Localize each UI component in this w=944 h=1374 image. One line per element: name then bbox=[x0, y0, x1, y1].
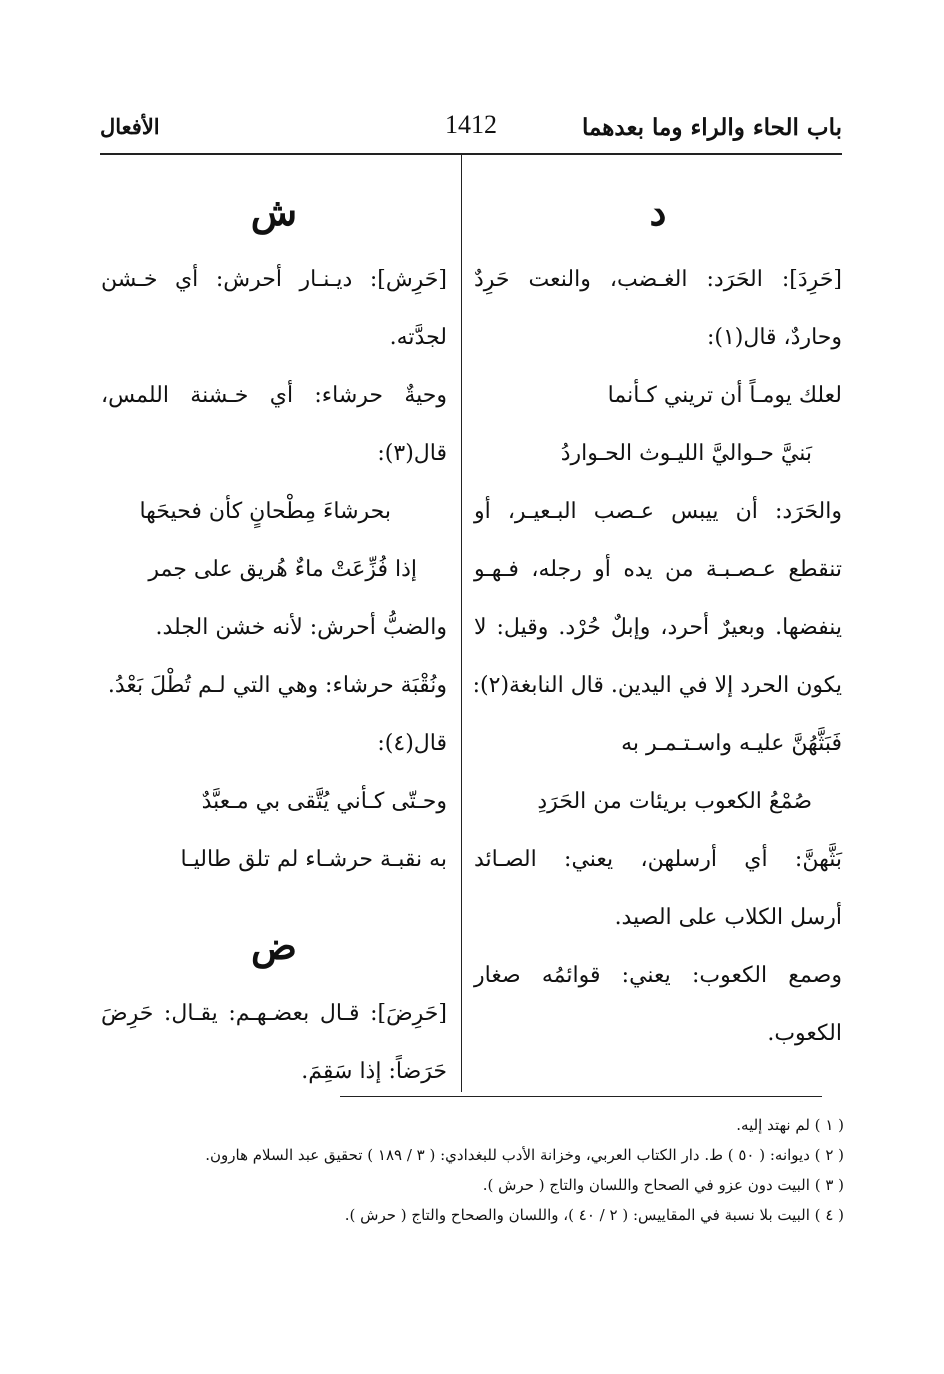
entry-line: وحاردٌ، قال(١): bbox=[706, 325, 842, 350]
entry-line: [حَرِش]: ديـنـار أحرش: أي خـشن bbox=[101, 267, 447, 292]
footnote-rule bbox=[340, 1096, 822, 1097]
entry-line: ونُقْبَة حرشاء: وهي التي لـم تُطْلَ بَعْدُ. bbox=[107, 673, 447, 698]
entry-line: ينفضها. وبعيرٌ أحرد، وإبلٌ حُرْد. وقيل: لا bbox=[474, 615, 842, 640]
entry-line: وصمع الكعوب: يعني: قوائمُه صغار bbox=[474, 963, 842, 988]
entry-line: والحَرَد: أن ييبس عـصب البـعيـر، أو bbox=[474, 499, 842, 524]
entry-line: لجدَّته. bbox=[389, 325, 447, 350]
entry-line: الكعوب. bbox=[767, 1021, 842, 1046]
entry-line: أرسل الكلاب على الصيد. bbox=[614, 905, 842, 930]
entry-line: وحيةٌ حرشاء: أي خـشنة اللمس، bbox=[101, 383, 447, 408]
verse-line: وحـتّى كـأني يُتَّقى بي مـعبَّدٌ bbox=[201, 789, 447, 814]
footnotes bbox=[102, 1110, 844, 1230]
entry-line: حَرَضاً: إذا سَقِمَ. bbox=[301, 1059, 447, 1084]
entry-line: قال(٤): bbox=[377, 731, 447, 756]
entry-line: بَثَّهنَّ: أي أرسلهن، يعني: الصـائد bbox=[474, 847, 842, 872]
verse-line: صُمْعُ الكعوب بريئات من الحَرَدِ bbox=[537, 789, 812, 814]
right-column bbox=[474, 155, 842, 1063]
verse-line: فَبَثَّهُنَّ عليـه واسـتـمـر به bbox=[621, 731, 842, 756]
verse-line: إذا فُزِّعَتْ ماءٌ هُريق على جمر bbox=[148, 557, 417, 582]
column-divider bbox=[461, 155, 462, 1092]
running-header bbox=[100, 110, 842, 154]
verse-line: بَنيَّ حـواليَّ الليـوث الحـواردُ bbox=[560, 441, 812, 466]
entry-line: [حَرِضَ]: قـال بعضـهـم: يقـال: حَرِضَ bbox=[101, 1001, 447, 1026]
verse-line: لعلك يومـاً أن تريني كـأنما bbox=[607, 383, 842, 408]
header-chapter-title: باب الحاء والراء وما بعدهما bbox=[582, 114, 842, 141]
verse-line: بحرشاءَ مِطْحانٍ كأن فحيحَها bbox=[139, 499, 391, 524]
entry-line: يكون الحرد إلا في اليدين. قال النابغة(٢): bbox=[472, 673, 842, 698]
section-heading-shin: ش bbox=[250, 189, 298, 234]
entry-line: تنقطع عـصـبـة من يده أو رجله، فـهـو bbox=[474, 557, 842, 582]
section-heading-dad: ض bbox=[251, 923, 297, 968]
entry-line: [حَرِدَ]: الحَرَد: الغـضب، والنعت حَرِدٌ bbox=[474, 267, 842, 292]
header-section-title: الأفعال bbox=[100, 114, 160, 139]
verse-line: به نقبـة حرشـاء لم تلق طاليـا bbox=[180, 847, 447, 872]
footnote: ( ٣ ) البيت دون عزو في الصحاح واللسان والتاج ( حرش ). bbox=[482, 1176, 844, 1194]
page-number: 1412 bbox=[445, 110, 497, 139]
footnote: ( ٤ ) البيت بلا نسبة في المقاييس: ( ٢ / ٤٠ )، واللسان والصحاح والتاج ( حرش ). bbox=[344, 1206, 844, 1224]
left-column bbox=[101, 155, 447, 1101]
footnote: ( ٢ ) ديوانه: ( ٥٠ ) ط. دار الكتاب العربي، وخزانة الأدب للبغدادي: ( ٣ / ١٨٩ ) تحقيق عبد السلام هارون. bbox=[205, 1146, 844, 1164]
section-heading-dal: د bbox=[649, 189, 667, 234]
footnote: ( ١ ) لم نهتد إليه. bbox=[736, 1116, 844, 1134]
entry-line: قال(٣): bbox=[377, 441, 447, 466]
entry-line: والضبُّ أحرش: لأنه خشن الجلد. bbox=[155, 615, 447, 640]
